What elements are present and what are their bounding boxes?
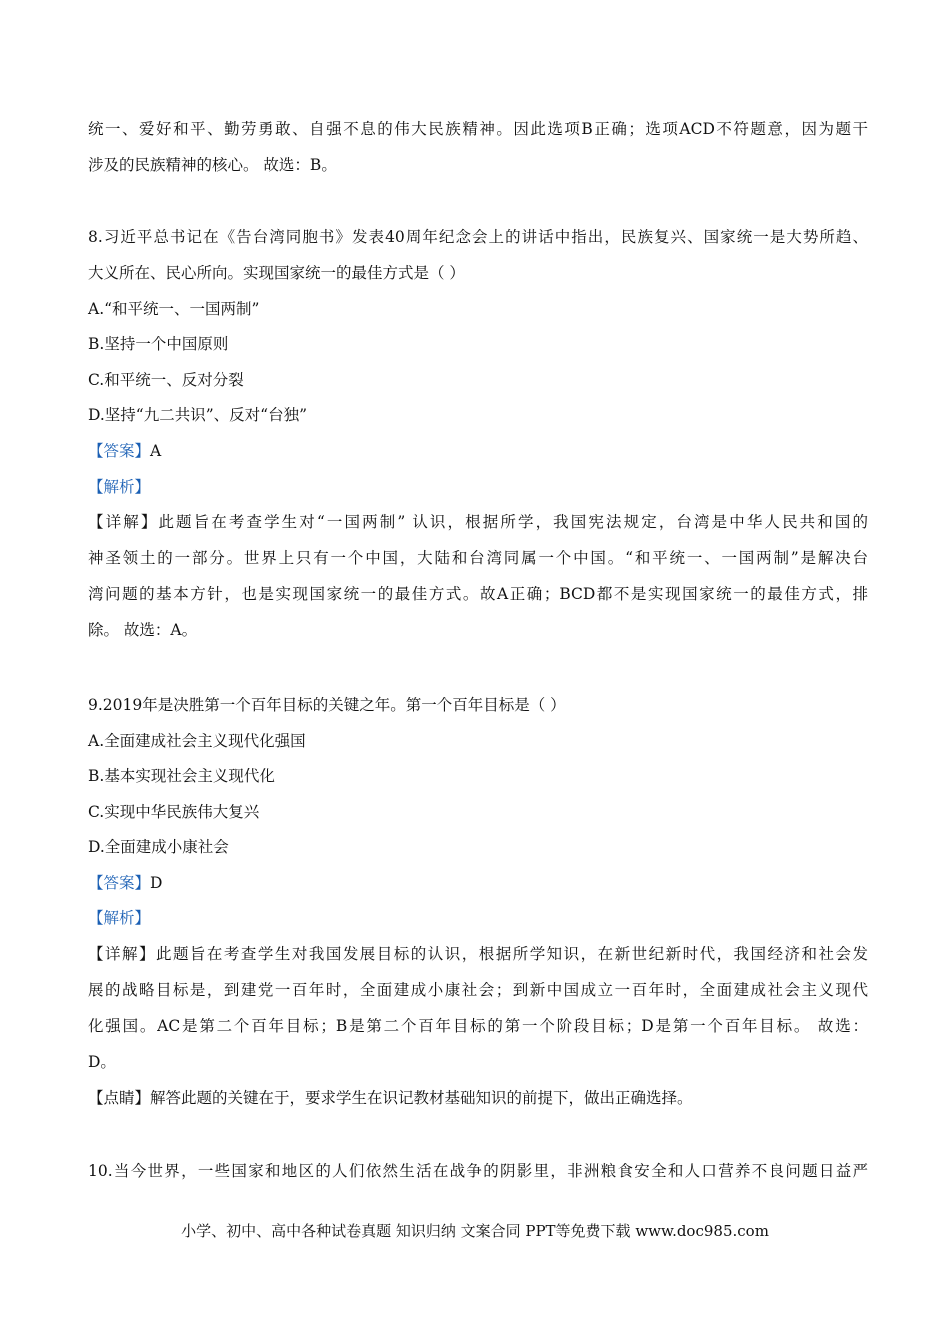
analysis-tag: 【解析】 — [88, 909, 151, 927]
question-9-detail: 化强国。AC是第二个百年目标；B是第二个百年目标的第一个阶段目标；D是第一个百年目标。 故选： — [88, 1017, 868, 1035]
question-9-detail: D。 — [88, 1053, 116, 1071]
question-9-detail — [88, 943, 868, 965]
question-8-stem: 8.习近平总书记在《告台湾同胞书》发表40周年纪念会上的讲话中指出，民族复兴、国家统一是大势所趋、 — [88, 228, 868, 246]
detail-text: 此题旨在考查学生对我国发展目标的认识，根据所学知识，在新世纪新时代，我国经济和社会发 — [155, 945, 868, 963]
answer-value: D — [150, 874, 163, 892]
question-8-answer — [88, 440, 868, 462]
question-8-stem: 大义所在、民心所向。实现国家统一的最佳方式是（ ） — [88, 264, 465, 282]
analysis-tag: 【解析】 — [88, 478, 151, 496]
question-8-option-b: B.坚持一个中国原则 — [88, 335, 229, 353]
question-8-detail — [88, 511, 868, 533]
question-9-option-c: C.实现中华民族伟大复兴 — [88, 803, 260, 821]
question-8-analysis-heading — [88, 476, 868, 498]
question-9-option-b: B.基本实现社会主义现代化 — [88, 767, 275, 785]
question-8-detail: 神圣领土的一部分。世界上只有一个中国，大陆和台湾同属一个中国。“和平统一、一国两制”是解决台 — [88, 549, 868, 567]
page-footer: 小学、初中、高中各种试卷真题 知识归纳 文案合同 PPT等免费下载 www.doc985.com — [181, 1222, 769, 1240]
detail-tag: 【详解】 — [88, 513, 159, 531]
question-8-detail: 湾问题的基本方针，也是实现国家统一的最佳方式。故A正确；BCD都不是实现国家统一的最佳方式，排 — [88, 585, 868, 603]
question-9-answer — [88, 872, 868, 894]
detail-tag: 【详解】 — [88, 945, 156, 963]
question-8-option-c: C.和平统一、反对分裂 — [88, 371, 244, 389]
question-9-option-d: D.全面建成小康社会 — [88, 838, 229, 856]
comment-text: 解答此题的关键在于，要求学生在识记教材基础知识的前提下，做出正确选择。 — [150, 1089, 693, 1107]
question-9-comment — [88, 1087, 868, 1109]
question-8-option-d: D.坚持“九二共识”、反对“台独” — [88, 406, 307, 424]
question-8-option-a: A.“和平统一、一国两制” — [88, 300, 260, 318]
answer-value: A — [150, 442, 162, 460]
comment-tag: 【点睛】 — [88, 1089, 151, 1107]
question-9-analysis-heading — [88, 907, 868, 929]
question-9-option-a: A.全面建成社会主义现代化强国 — [88, 732, 306, 750]
answer-tag: 【答案】 — [88, 874, 151, 892]
paragraph-line: 统一、爱好和平、勤劳勇敢、自强不息的伟大民族精神。因此选项B正确；选项ACD不符题意，因为题干 — [88, 120, 868, 138]
detail-text: 此题旨在考查学生对“一国两制” 认识，根据所学，我国宪法规定，台湾是中华人民共和国的 — [158, 513, 868, 531]
question-10-stem: 10.当今世界，一些国家和地区的人们依然生活在战争的阴影里，非洲粮食安全和人口营养不良问题日益严 — [88, 1162, 868, 1180]
question-8-detail: 除。 故选：A。 — [88, 621, 198, 639]
question-9-stem: 9.2019年是决胜第一个百年目标的关键之年。第一个百年目标是（ ） — [88, 696, 566, 714]
paragraph-line: 涉及的民族精神的核心。 故选：B。 — [88, 156, 337, 174]
answer-tag: 【答案】 — [88, 442, 151, 460]
question-9-detail: 展的战略目标是，到建党一百年时，全面建成小康社会；到新中国成立一百年时，全面建成社会主义现代 — [88, 981, 868, 999]
